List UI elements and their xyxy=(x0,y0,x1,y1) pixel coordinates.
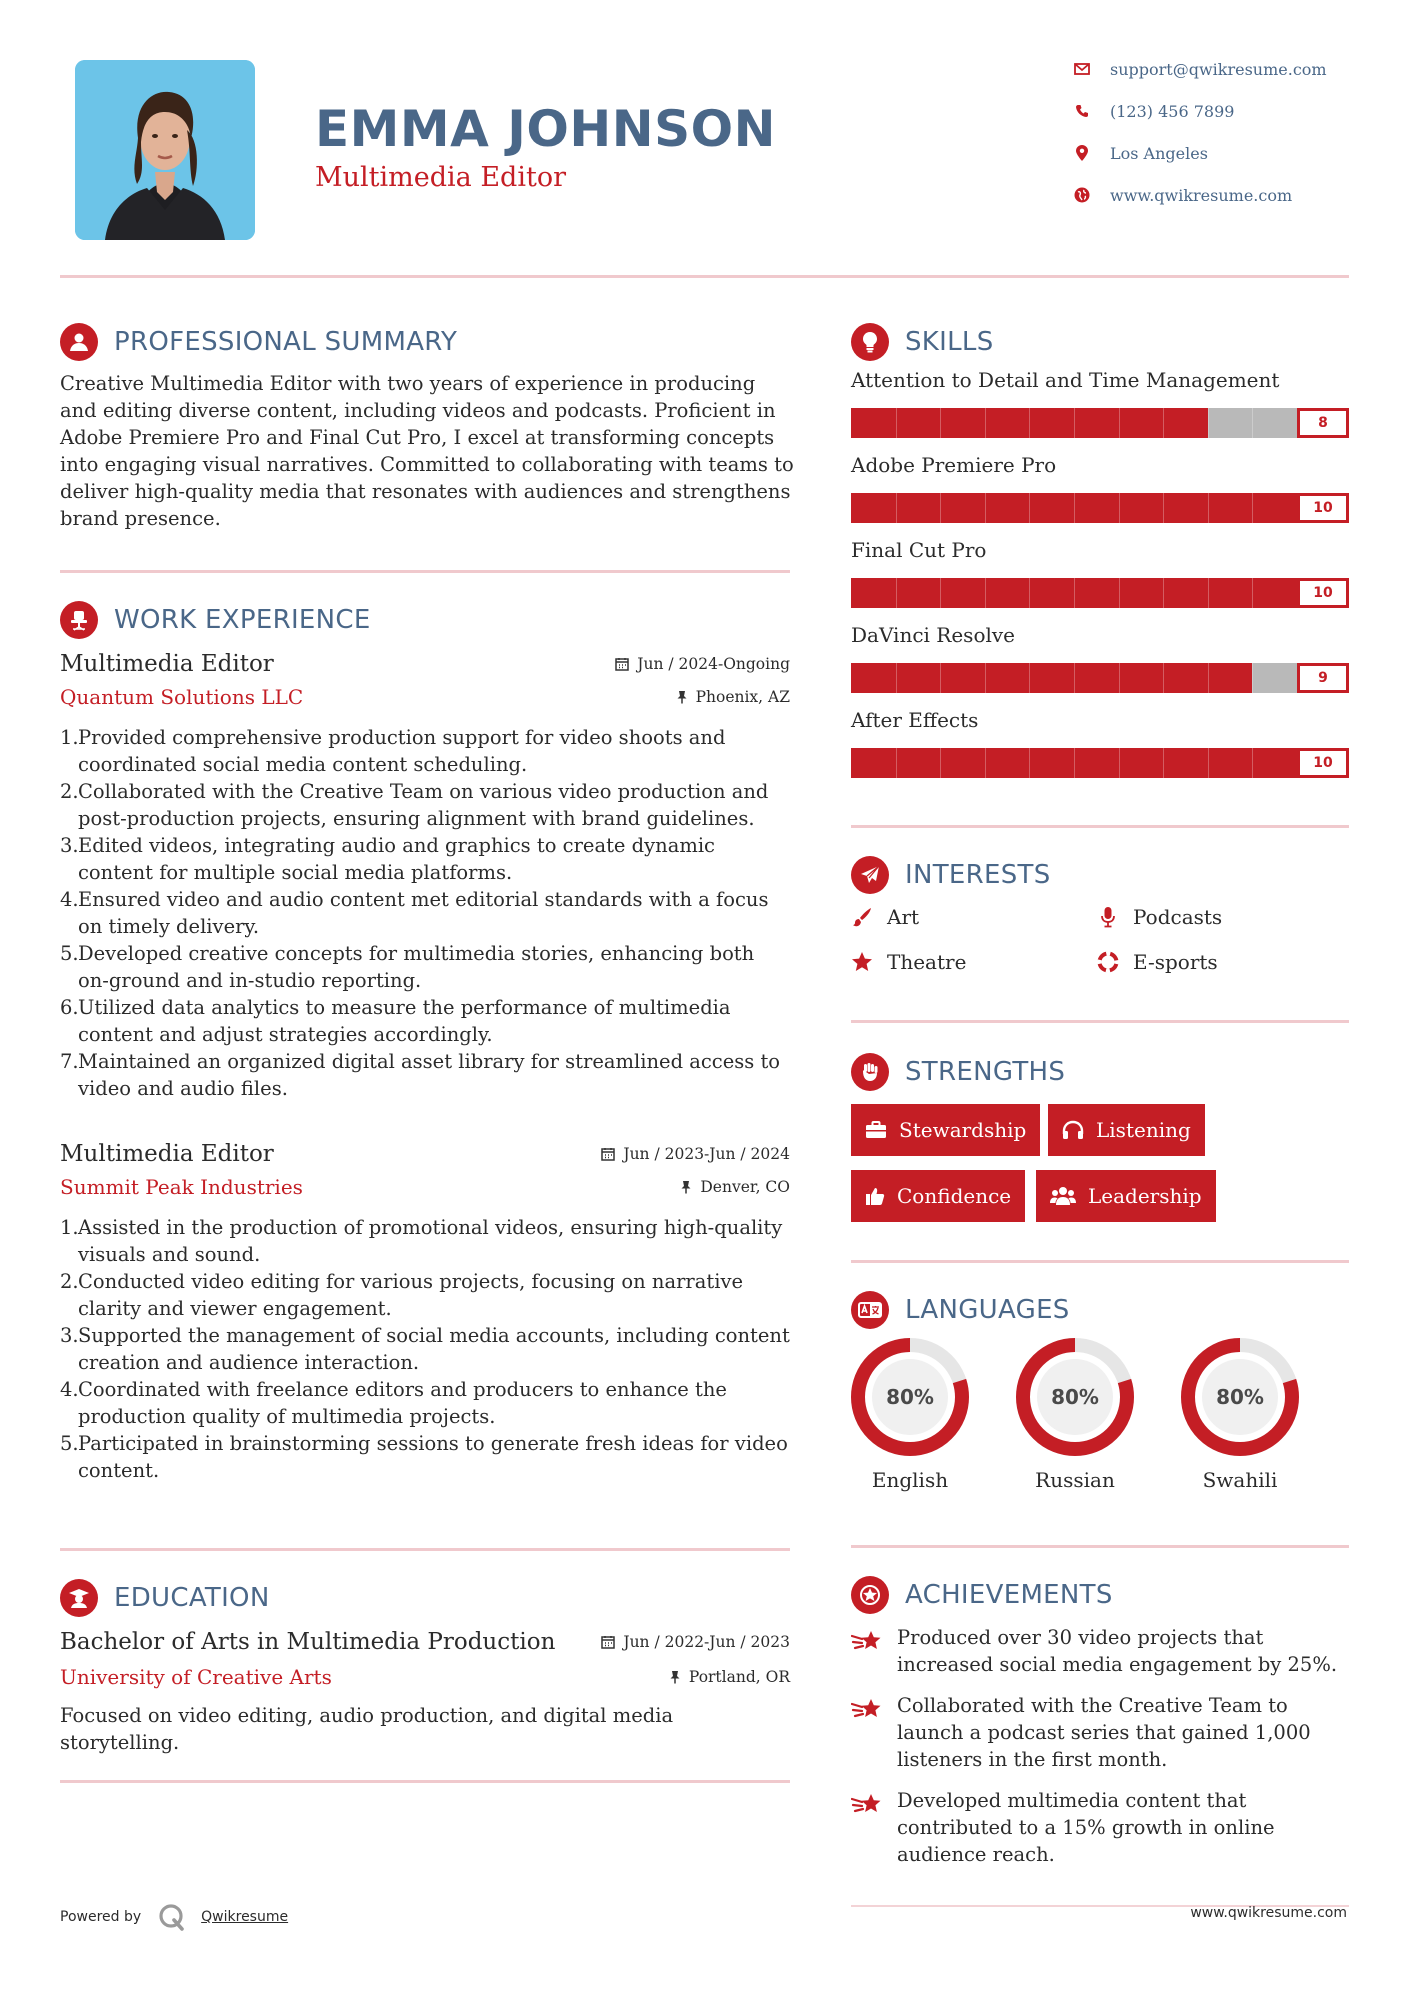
skill-bar-segment xyxy=(940,663,941,693)
language-percent: 80% xyxy=(1051,1385,1099,1409)
strength-label: Stewardship xyxy=(899,1118,1027,1142)
skill-bar-segment xyxy=(1119,493,1120,523)
skill-bar-segment xyxy=(1208,408,1209,438)
star-badge-icon xyxy=(851,1576,889,1614)
qwikresume-link[interactable]: Qwikresume xyxy=(201,1909,289,1925)
languages-divider xyxy=(851,1545,1349,1548)
skill-bar-track xyxy=(851,578,1297,608)
skill-item xyxy=(851,538,1349,623)
list-item: 4. Coordinated with freelance editors and producers to enhance the production quality of multimedia projects. xyxy=(60,1378,727,1428)
interest-item-theatre xyxy=(851,945,966,979)
skills-title: SKILLS xyxy=(905,327,994,357)
skill-bar-track xyxy=(851,493,1297,523)
skill-bar-track xyxy=(851,748,1297,778)
candidate-role: Multimedia Editor xyxy=(315,162,566,193)
shooting-star-icon xyxy=(851,1624,897,1678)
education-dates-text: Jun / 2022-Jun / 2023 xyxy=(623,1633,790,1651)
strengths-heading xyxy=(851,1052,1065,1092)
experience-divider xyxy=(60,1548,790,1551)
interest-item-podcasts xyxy=(1097,900,1222,934)
language-ring xyxy=(849,1336,971,1458)
summary-text: Creative Multimedia Editor with two years of experience in producing and editing diverse content, including videos and podcasts. Proficient in Adobe Premiere Pro and Final Cut Pro, I excel at transforming concepts into engaging visual narratives. Committed to collaborating with teams to deliver high-quality media that resonates with audiences and strengthens brand presence. xyxy=(60,372,794,530)
graduate-icon xyxy=(60,1579,98,1617)
map-pin-icon xyxy=(1072,143,1092,163)
skill-bar-segment xyxy=(1163,748,1164,778)
skill-bar-segment xyxy=(1074,663,1075,693)
summary-title: PROFESSIONAL SUMMARY xyxy=(114,327,458,357)
achievements-title: ACHIEVEMENTS xyxy=(905,1580,1113,1610)
contact-phone[interactable] xyxy=(1072,96,1382,126)
achievement-text: Developed multimedia content that contributed to a 15% growth in online audience reach. xyxy=(897,1789,1275,1866)
languages-title: LANGUAGES xyxy=(905,1295,1070,1325)
interests-divider xyxy=(851,1020,1349,1023)
skill-bar-segment xyxy=(1163,408,1164,438)
job-entry-1 xyxy=(60,648,790,1102)
skill-bar-segment xyxy=(1074,493,1075,523)
skill-bar-segment xyxy=(896,663,897,693)
skill-score: 8 xyxy=(1297,408,1349,438)
skill-bar xyxy=(851,663,1349,693)
candidate-name: EMMA JOHNSON xyxy=(315,100,776,158)
skill-bar xyxy=(851,748,1349,778)
education-heading xyxy=(60,1578,270,1618)
skill-bar-segment xyxy=(1029,493,1030,523)
skill-name: Adobe Premiere Pro xyxy=(851,453,1057,477)
skill-score: 9 xyxy=(1297,663,1349,693)
language-percent: 80% xyxy=(1216,1385,1264,1409)
skill-bar-segment xyxy=(1252,408,1253,438)
strengths-divider xyxy=(851,1260,1349,1263)
skill-bar-segment xyxy=(1208,748,1209,778)
experience-title: WORK EXPERIENCE xyxy=(114,605,371,635)
skill-bar-segment xyxy=(1074,578,1075,608)
pushpin-icon xyxy=(680,1180,692,1194)
achievement-item xyxy=(851,1692,1351,1773)
skill-item xyxy=(851,368,1349,453)
envelope-icon xyxy=(1072,59,1092,79)
job-location xyxy=(676,688,790,706)
achievements-heading xyxy=(851,1575,1113,1615)
education-title: EDUCATION xyxy=(114,1583,270,1613)
language-name: Russian xyxy=(1035,1468,1115,1492)
strength-label: Listening xyxy=(1096,1118,1191,1142)
users-icon xyxy=(1050,1186,1076,1206)
skill-bar-track xyxy=(851,408,1297,438)
interests-heading xyxy=(851,855,1051,895)
interest-label: Theatre xyxy=(887,950,967,974)
calendar-icon xyxy=(601,1147,615,1161)
skill-bar-segment xyxy=(985,408,986,438)
list-item: 6. Utilized data analytics to measure the performance of multimedia content and adjust strategies accordingly. xyxy=(60,996,731,1046)
office-chair-icon xyxy=(60,601,98,639)
education-location xyxy=(669,1668,790,1686)
user-icon xyxy=(60,323,98,361)
raised-fist-icon xyxy=(851,1053,889,1091)
job-dates-text: Jun / 2023-Jun / 2024 xyxy=(623,1145,790,1163)
degree-title: Bachelor of Arts in Multimedia Production xyxy=(60,1629,556,1655)
contact-email[interactable] xyxy=(1072,54,1382,84)
skill-bar xyxy=(851,578,1349,608)
skill-bar-segment xyxy=(896,578,897,608)
job-dates xyxy=(615,655,790,673)
paper-plane-icon xyxy=(851,856,889,894)
skill-bar xyxy=(851,408,1349,438)
job-location xyxy=(680,1178,790,1196)
skill-bar-segment xyxy=(1252,493,1253,523)
interest-label: Art xyxy=(887,905,920,929)
contact-website-text: www.qwikresume.com xyxy=(1110,185,1293,205)
globe-icon xyxy=(1072,185,1092,205)
skill-bar-segment xyxy=(1119,578,1120,608)
skill-bar-segment xyxy=(1208,663,1209,693)
skills-divider xyxy=(851,825,1349,828)
skill-item xyxy=(851,708,1349,793)
interest-item-art xyxy=(851,900,919,934)
language-percent: 80% xyxy=(886,1385,934,1409)
skill-score: 10 xyxy=(1297,578,1349,608)
skill-bar-track xyxy=(851,663,1297,693)
achievement-text: Produced over 30 video projects that increased social media engagement by 25%. xyxy=(897,1626,1338,1676)
contact-email-text: support@qwikresume.com xyxy=(1110,59,1327,79)
job-duties-list xyxy=(60,1214,790,1484)
list-item: 1. Provided comprehensive production support for video shoots and coordinated social media content scheduling. xyxy=(60,726,726,776)
skills-list xyxy=(851,368,1349,793)
calendar-icon xyxy=(615,657,629,671)
skill-bar xyxy=(851,493,1349,523)
skill-bar-segment xyxy=(1208,578,1209,608)
skill-bar-segment xyxy=(896,748,897,778)
contact-location xyxy=(1072,138,1382,168)
skill-bar-segment xyxy=(1119,748,1120,778)
list-item: 1. Assisted in the production of promotional videos, ensuring high-quality visuals and sound. xyxy=(60,1216,783,1266)
interests-title: INTERESTS xyxy=(905,860,1051,890)
headphones-icon xyxy=(1062,1120,1084,1140)
job-entry-2 xyxy=(60,1138,790,1484)
life-ring-icon xyxy=(1097,951,1119,973)
strength-tag-leadership xyxy=(1036,1170,1216,1222)
list-item: 2. Conducted video editing for various projects, focusing on narrative clarity and viewer engagement. xyxy=(60,1270,743,1320)
skill-bar-segment xyxy=(1163,663,1164,693)
job-dates xyxy=(601,1145,790,1163)
job-location-text: Phoenix, AZ xyxy=(695,688,790,706)
skill-bar-segment xyxy=(1252,663,1253,693)
list-item: 5. Developed creative concepts for multimedia stories, enhancing both on-ground and in-studio reporting. xyxy=(60,942,755,992)
strengths-title: STRENGTHS xyxy=(905,1057,1066,1087)
language-icon xyxy=(851,1291,889,1329)
list-item: 3. Edited videos, integrating audio and graphics to create dynamic content for multiple social media platforms. xyxy=(60,834,715,884)
strength-label: Confidence xyxy=(897,1184,1012,1208)
education-description: Focused on video editing, audio production, and digital media storytelling. xyxy=(60,1704,674,1754)
skill-bar-segment xyxy=(1074,748,1075,778)
skill-bar-fill xyxy=(851,663,1252,693)
skill-bar-segment xyxy=(896,408,897,438)
skill-name: Final Cut Pro xyxy=(851,538,987,562)
briefcase-icon xyxy=(865,1121,887,1139)
language-name: English xyxy=(871,1468,949,1492)
skill-bar-segment xyxy=(1029,748,1030,778)
contact-website[interactable] xyxy=(1072,180,1382,210)
skill-bar-segment xyxy=(1074,408,1075,438)
strength-tag-listening xyxy=(1048,1104,1205,1156)
header-divider xyxy=(60,275,1349,278)
pushpin-icon xyxy=(669,1670,681,1684)
calendar-icon xyxy=(601,1635,615,1649)
skill-bar-segment xyxy=(1029,408,1030,438)
languages-heading xyxy=(851,1290,1070,1330)
experience-heading xyxy=(60,600,371,640)
skill-bar-segment xyxy=(985,748,986,778)
skill-bar-segment xyxy=(985,663,986,693)
skill-name: After Effects xyxy=(851,708,979,732)
languages-list xyxy=(845,1336,1355,1492)
education-entry xyxy=(60,1626,790,1756)
pushpin-icon xyxy=(676,690,688,704)
job-dates-text: Jun / 2024-Ongoing xyxy=(637,655,790,673)
lightbulb-icon xyxy=(851,323,889,361)
interest-label: Podcasts xyxy=(1133,905,1223,929)
skill-bar-segment xyxy=(1163,493,1164,523)
achievement-item xyxy=(851,1787,1351,1868)
language-name: Swahili xyxy=(1202,1468,1278,1492)
thumbs-up-icon xyxy=(865,1186,885,1206)
skill-bar-segment xyxy=(1252,578,1253,608)
achievements-list xyxy=(851,1624,1351,1868)
skill-bar-segment xyxy=(985,493,986,523)
skill-bar-segment xyxy=(1252,748,1253,778)
job-location-text: Denver, CO xyxy=(700,1178,790,1196)
company-name: Summit Peak Industries xyxy=(60,1175,303,1199)
summary-heading xyxy=(60,322,457,362)
strength-tag-confidence xyxy=(851,1170,1025,1222)
powered-by-text: Powered by xyxy=(60,1909,142,1925)
strength-label: Leadership xyxy=(1088,1184,1202,1208)
list-item: 2. Collaborated with the Creative Team on various video production and post-production projects, ensuring alignment with brand guidelines. xyxy=(60,780,769,830)
interest-item-esports xyxy=(1097,945,1218,979)
education-location-text: Portland, OR xyxy=(688,1668,790,1686)
shooting-star-icon xyxy=(851,1692,897,1773)
skill-score: 10 xyxy=(1297,493,1349,523)
profile-photo xyxy=(75,60,255,240)
list-item: 4. Ensured video and audio content met editorial standards with a focus on timely delivery. xyxy=(60,888,769,938)
skill-bar-segment xyxy=(940,578,941,608)
skill-bar-segment xyxy=(1119,663,1120,693)
language-ring xyxy=(1179,1336,1301,1458)
skill-bar-segment xyxy=(1029,663,1030,693)
list-item: 5. Participated in brainstorming sessions to generate fresh ideas for video content. xyxy=(60,1432,788,1482)
school-name: University of Creative Arts xyxy=(60,1665,332,1689)
achievement-item xyxy=(851,1624,1351,1678)
list-item: 7. Maintained an organized digital asset library for streamlined access to video and audio files. xyxy=(60,1050,781,1100)
skill-bar-segment xyxy=(1163,578,1164,608)
skill-bar-segment xyxy=(985,578,986,608)
shooting-star-icon xyxy=(851,1787,897,1868)
skill-bar-segment xyxy=(940,748,941,778)
language-item-english xyxy=(845,1336,975,1492)
education-divider xyxy=(60,1780,790,1783)
education-dates xyxy=(601,1633,790,1651)
person-photo-icon xyxy=(75,60,255,240)
skill-bar-segment xyxy=(896,493,897,523)
skill-bar-segment xyxy=(1029,578,1030,608)
star-icon xyxy=(851,951,873,973)
company-name: Quantum Solutions LLC xyxy=(60,685,304,709)
skill-bar-segment xyxy=(940,408,941,438)
contact-location-text: Los Angeles xyxy=(1110,143,1208,163)
skill-score: 10 xyxy=(1297,748,1349,778)
language-ring xyxy=(1014,1336,1136,1458)
interest-label: E-sports xyxy=(1133,950,1218,974)
footer-powered-by xyxy=(60,1902,288,1932)
job-title: Multimedia Editor xyxy=(60,651,274,677)
job-title: Multimedia Editor xyxy=(60,1141,274,1167)
language-item-swahili xyxy=(1175,1336,1305,1492)
job-duties-list xyxy=(60,724,790,1102)
paintbrush-icon xyxy=(851,906,873,928)
list-item: 3. Supported the management of social media accounts, including content creation and audience interaction. xyxy=(60,1324,790,1374)
skill-name: Attention to Detail and Time Management xyxy=(851,368,1280,392)
microphone-icon xyxy=(1097,906,1119,928)
summary-divider xyxy=(60,570,790,573)
language-item-russian xyxy=(1010,1336,1140,1492)
phone-icon xyxy=(1072,101,1092,121)
skill-bar-segment xyxy=(1119,408,1120,438)
skill-bar-segment xyxy=(940,493,941,523)
qwikresume-logo-icon xyxy=(157,1902,187,1932)
achievement-text: Collaborated with the Creative Team to launch a podcast series that gained 1,000 listeners in the first month. xyxy=(897,1694,1311,1771)
skill-bar-segment xyxy=(1208,493,1209,523)
footer-website[interactable]: www.qwikresume.com xyxy=(1190,1905,1347,1921)
strength-tag-stewardship xyxy=(851,1104,1040,1156)
contact-phone-text: (123) 456 7899 xyxy=(1110,101,1235,121)
skill-name: DaVinci Resolve xyxy=(851,623,1016,647)
skills-heading xyxy=(851,322,994,362)
skill-item xyxy=(851,453,1349,538)
skill-item xyxy=(851,623,1349,708)
